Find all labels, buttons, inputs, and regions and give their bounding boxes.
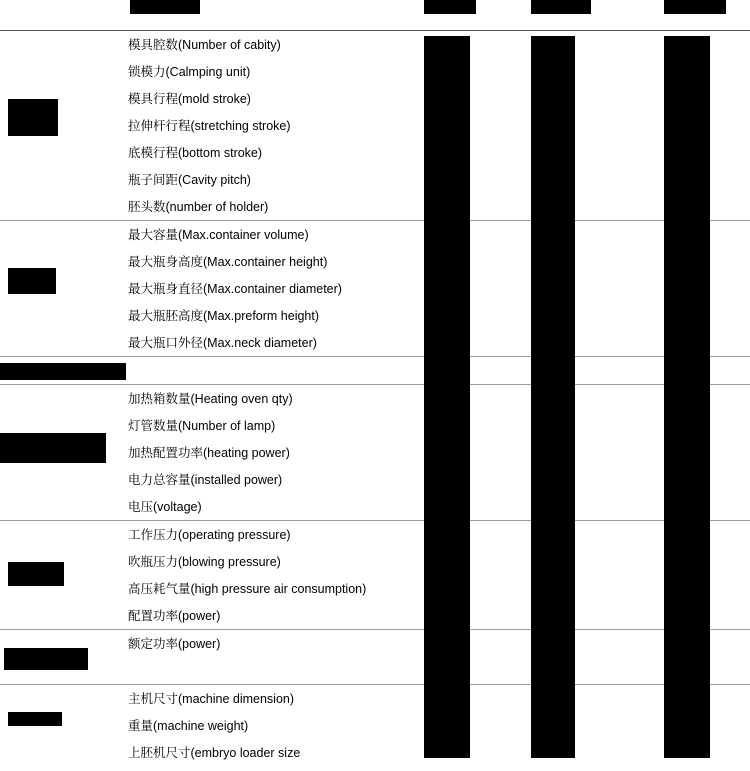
row-item-label: 加热箱数量(Heating oven qty) <box>128 385 425 413</box>
redaction-row-item-3 <box>0 363 126 380</box>
row-item-label: 最大瓶胚高度(Max.preform height) <box>128 308 320 323</box>
row-item-label: 电压(voltage) <box>128 499 202 514</box>
redaction-value-column-1 <box>424 36 470 758</box>
redaction-header-model-3 <box>664 0 726 14</box>
row-item-label: 主机尺寸(machine dimension) <box>128 685 425 713</box>
table-row <box>0 630 750 658</box>
row-item-label: 最大瓶身直径(Max.container diameter) <box>128 281 342 296</box>
table-row <box>0 521 750 549</box>
redaction-group-label-container <box>8 268 56 294</box>
redaction-header-model-2 <box>531 0 591 14</box>
table-header-row <box>0 0 750 31</box>
row-item-label: 底模行程(bottom stroke) <box>128 145 263 160</box>
row-item-label-empty <box>128 657 425 685</box>
row-item-label: 配置功率(power) <box>128 608 221 623</box>
table-row <box>0 221 750 249</box>
redaction-value-column-2 <box>531 36 575 758</box>
row-item-label: 拉伸杆行程(stretching stroke) <box>128 118 291 133</box>
row-item-label: 瓶子间距(Cavity pitch) <box>128 172 251 187</box>
row-item-label: 工作压力(operating pressure) <box>128 521 425 549</box>
table-row <box>0 685 750 713</box>
redaction-group-label-heating <box>0 433 106 463</box>
row-item-label: 电力总容量(installed power) <box>128 472 283 487</box>
row-item-label: 模具行程(mold stroke) <box>128 91 251 106</box>
row-item-label: 高压耗气量(high pressure air consumption) <box>128 581 367 596</box>
redaction-group-label-dimensions <box>8 712 62 726</box>
redaction-header-item <box>130 0 200 14</box>
row-item-label: 吹瓶压力(blowing pressure) <box>128 554 281 569</box>
row-item-label: 最大容量(Max.container volume) <box>128 221 425 249</box>
redaction-group-label-mold <box>8 99 58 136</box>
row-item-label: 锁模力(Calmping unit) <box>128 64 251 79</box>
redaction-header-model-1 <box>424 0 476 14</box>
row-item-label: 最大瓶口外径(Max.neck diameter) <box>128 335 317 350</box>
row-item-label: 上胚机尺寸(embryo loader size <box>128 745 301 760</box>
row-item-label: 灯管数量(Number of lamp) <box>128 418 276 433</box>
redaction-value-column-3 <box>664 36 710 758</box>
table-row <box>0 31 750 59</box>
table-row <box>0 385 750 413</box>
row-item-label: 重量(machine weight) <box>128 718 249 733</box>
redaction-group-label-rated-power <box>4 648 88 670</box>
row-item-label: 额定功率(power) <box>128 630 425 658</box>
row-item-label: 最大瓶身高度(Max.container height) <box>128 254 328 269</box>
row-item-label: 胚头数(number of holder) <box>128 199 269 214</box>
redaction-group-label-air <box>8 562 64 586</box>
row-item-label: 加热配置功率(heating power) <box>128 445 290 460</box>
row-item-label: 模具腔数(Number of cabity) <box>128 31 425 59</box>
header-cell-group <box>0 0 128 31</box>
